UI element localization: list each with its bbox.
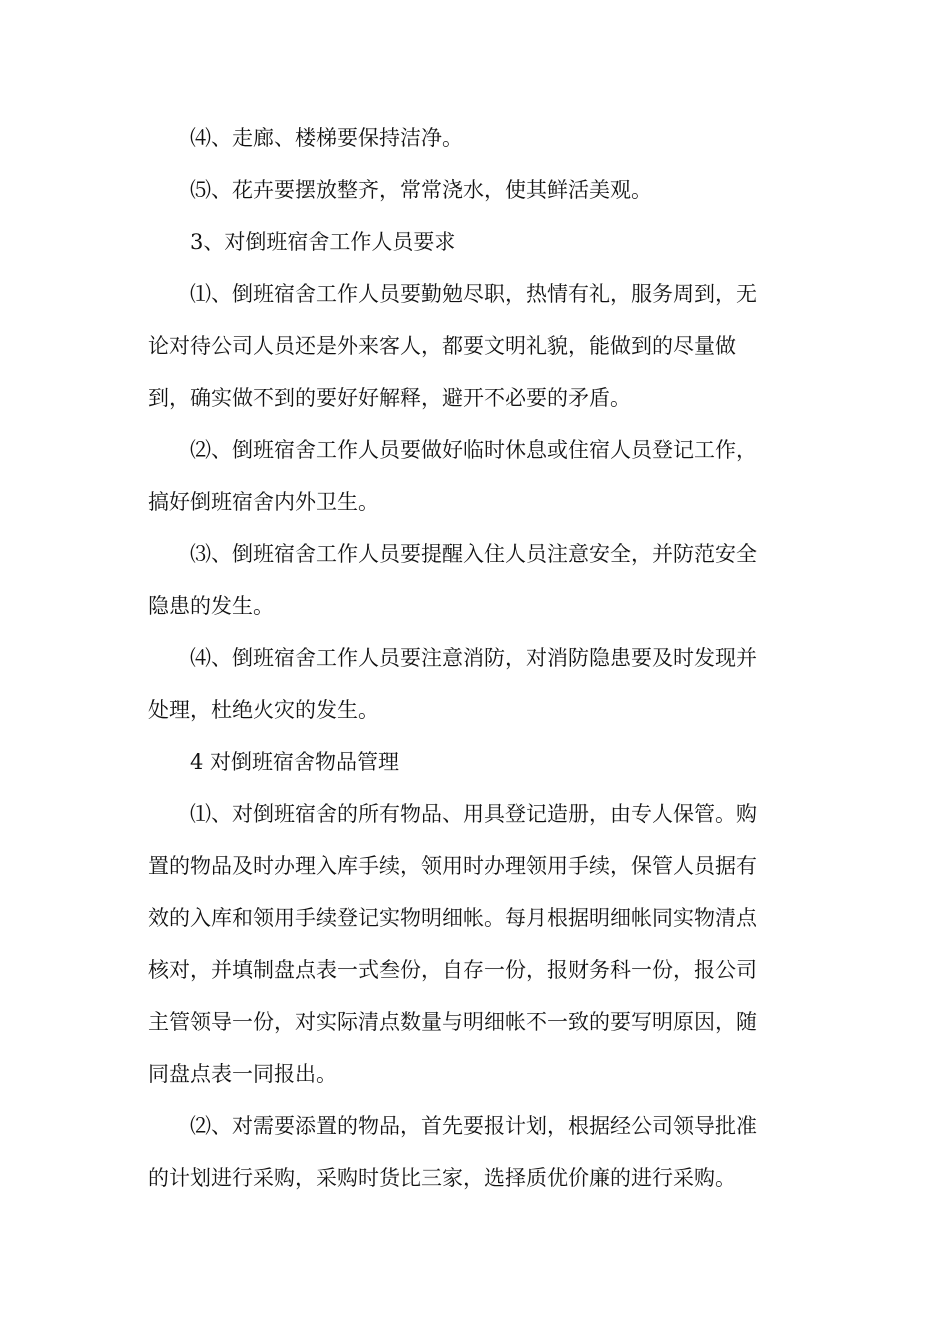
text-line: 置的物品及时办理入库手续，领用时办理领用手续，保管人员据有 bbox=[148, 854, 757, 878]
text-line: 到，确实做不到的要好好解释，避开不必要的矛盾。 bbox=[148, 386, 631, 410]
text-line: 搞好倒班宿舍内外卫生。 bbox=[148, 490, 379, 514]
text-line: ⑴、倒班宿舍工作人员要勤勉尽职，热情有礼，服务周到，无 bbox=[190, 282, 757, 306]
text-line: ⑵、倒班宿舍工作人员要做好临时休息或住宿人员登记工作， bbox=[190, 438, 757, 462]
text-line: 4 对倒班宿舍物品管理 bbox=[190, 750, 400, 774]
text-line: ⑷、走廊、楼梯要保持洁净。 bbox=[190, 126, 463, 150]
text-line: ⑸、花卉要摆放整齐，常常浇水，使其鲜活美观。 bbox=[190, 178, 652, 202]
paragraph-goods-purchase bbox=[148, 1100, 804, 1204]
text-line: 主管领导一份，对实际清点数量与明细帐不一致的要写明原因，随 bbox=[148, 1010, 757, 1034]
text-line: 的计划进行采购，采购时货比三家，选择质优价廉的进行采购。 bbox=[148, 1166, 736, 1190]
paragraph-staff-duty bbox=[148, 268, 804, 424]
text-line: ⑶、倒班宿舍工作人员要提醒入住人员注意安全，并防范安全 bbox=[190, 542, 757, 566]
paragraph-flowers bbox=[148, 164, 804, 216]
text-line: ⑵、对需要添置的物品，首先要报计划，根据经公司领导批准 bbox=[190, 1114, 757, 1138]
paragraph-staff-safety bbox=[148, 528, 804, 632]
text-line: 3、对倒班宿舍工作人员要求 bbox=[190, 230, 456, 254]
paragraph-goods-register bbox=[148, 788, 804, 1100]
section-heading-staff-requirements bbox=[148, 216, 804, 268]
document-body bbox=[148, 112, 804, 1204]
text-line: ⑷、倒班宿舍工作人员要注意消防，对消防隐患要及时发现并 bbox=[190, 646, 757, 670]
paragraph-staff-fire bbox=[148, 632, 804, 736]
section-heading-goods-management bbox=[148, 736, 804, 788]
text-line: 同盘点表一同报出。 bbox=[148, 1062, 337, 1086]
text-line: 隐患的发生。 bbox=[148, 594, 274, 618]
text-line: 论对待公司人员还是外来客人，都要文明礼貌，能做到的尽量做 bbox=[148, 334, 736, 358]
text-line: ⑴、对倒班宿舍的所有物品、用具登记造册，由专人保管。购 bbox=[190, 802, 757, 826]
text-line: 处理，杜绝火灾的发生。 bbox=[148, 698, 379, 722]
paragraph-staff-registration bbox=[148, 424, 804, 528]
paragraph-corridor bbox=[148, 112, 804, 164]
text-line: 效的入库和领用手续登记实物明细帐。每月根据明细帐同实物清点 bbox=[148, 906, 757, 930]
text-line: 核对，并填制盘点表一式叁份，自存一份，报财务科一份，报公司 bbox=[148, 958, 757, 982]
